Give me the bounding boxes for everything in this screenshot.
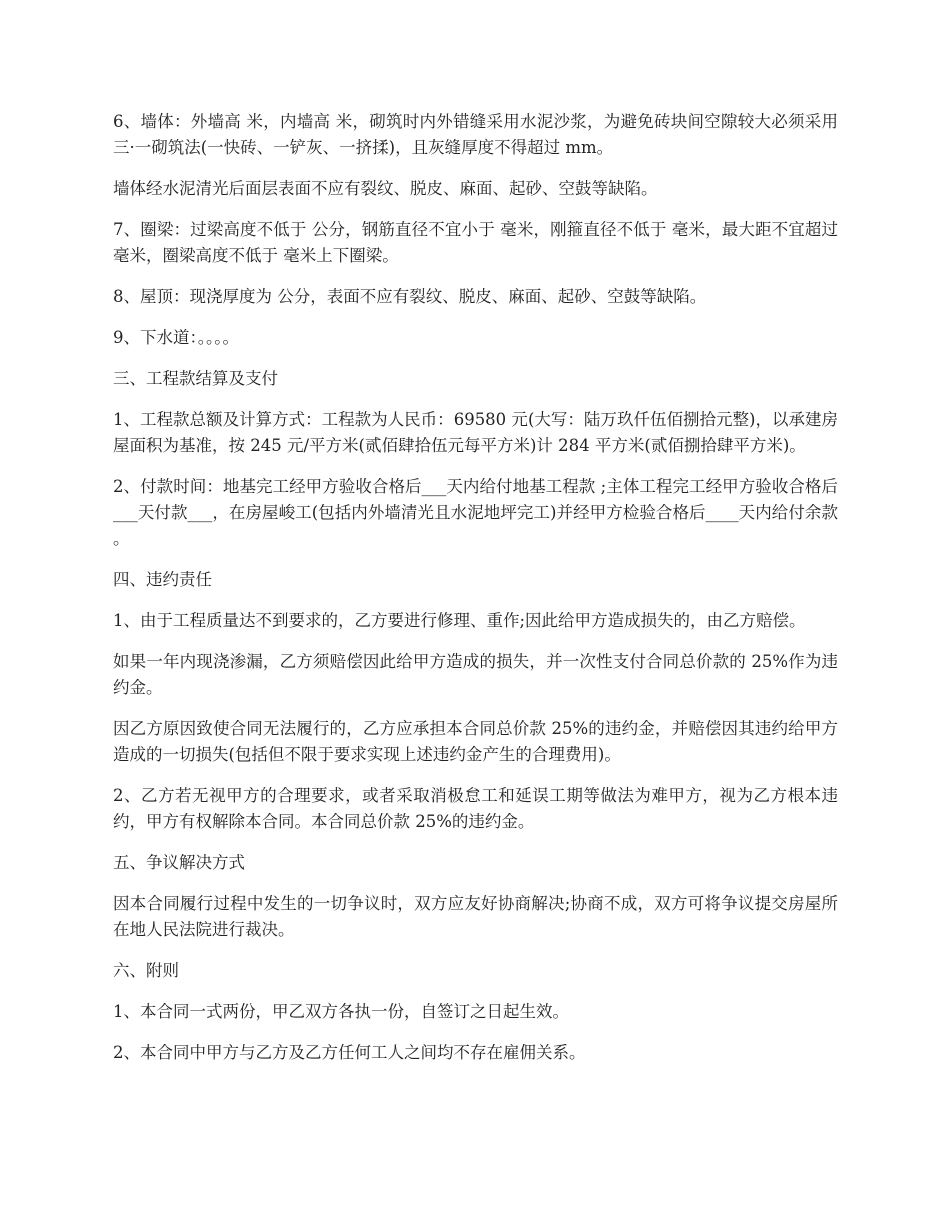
liability-clause-2: 2、乙方若无视甲方的合理要求，或者采取消极怠工和延误工期等做法为难甲方，视为乙方根本违约，甲方有权解除本合同。本合同总价款 25%的违约金。: [113, 786, 838, 831]
payment-total-clause: 1、工程款总额及计算方式：工程款为人民币：69580 元(大写：陆万玖仟伍佰捌拾元整)，以承建房屋面积为基准，按 245 元/平方米(贰佰肆拾伍元每平方米)计 284 平方米(贰佰捌拾肆平方米)。: [113, 410, 838, 455]
section-5-heading: 五、争议解决方式: [113, 853, 245, 872]
payment-time-clause: 2、付款时间：地基完工经甲方验收合格后___天内给付地基工程款 ;主体工程完工经甲方验收合格后___天付款___，在房屋峻工(包括内外墙清光且水泥地坪完工)并经甲方检验合格后____天内给付余款 。: [113, 477, 838, 548]
clause-6-wall: 6、墙体：外墙高 米，内墙高 米，砌筑时内外错缝采用水泥沙浆，为避免砖块间空隙较大必须采用三·一砌筑法(一快砖、一铲灰、一挤揉)，且灰缝厚度不得超过 mm。: [113, 112, 838, 157]
wall-finish-requirement: 墙体经水泥清光后面层表面不应有裂纹、脱皮、麻面、起砂、空鼓等缺陷。: [113, 179, 658, 198]
section-4-heading: 四、违约责任: [113, 570, 212, 589]
appendix-clause-2: 2、本合同中甲方与乙方及乙方任何工人之间均不存在雇佣关系。: [113, 1043, 586, 1062]
nonperformance-penalty-clause: 因乙方原因致使合同无法履行的，乙方应承担本合同总价款 25%的违约金，并赔偿因其违约给甲方造成的一切损失(包括但不限于要求实现上述违约金产生的合理费用)。: [113, 719, 838, 764]
section-3-heading: 三、工程款结算及支付: [113, 369, 278, 388]
liability-clause-1: 1、由于工程质量达不到要求的，乙方要进行修理、重作;因此给甲方造成损失的，由乙方赔偿。: [113, 611, 806, 630]
section-6-heading: 六、附则: [113, 961, 179, 980]
clause-9-sewer: 9、下水道：。。。。: [113, 328, 239, 347]
document-body: [113, 109, 838, 1081]
clause-7-ring-beam: 7、圈梁：过梁高度不低于 公分，钢筋直径不宜小于 毫米，刚箍直径不低于 毫米，最大距不宜超过 毫米，圈梁高度不低于 毫米上下圈梁。: [113, 220, 838, 265]
appendix-clause-1: 1、本合同一式两份，甲乙双方各执一份，自签订之日起生效。: [113, 1002, 569, 1021]
dispute-resolution-clause: 因本合同履行过程中发生的一切争议时，双方应友好协商解决;协商不成，双方可将争议提交房屋所在地人民法院进行裁决。: [113, 894, 838, 939]
clause-8-roof: 8、屋顶：现浇厚度为 公分，表面不应有裂纹、脱皮、麻面、起砂、空鼓等缺陷。: [113, 287, 707, 306]
leakage-penalty-clause: 如果一年内现浇渗漏，乙方须赔偿因此给甲方造成的损失，并一次性支付合同总价款的 25%作为违约金。: [113, 652, 838, 697]
